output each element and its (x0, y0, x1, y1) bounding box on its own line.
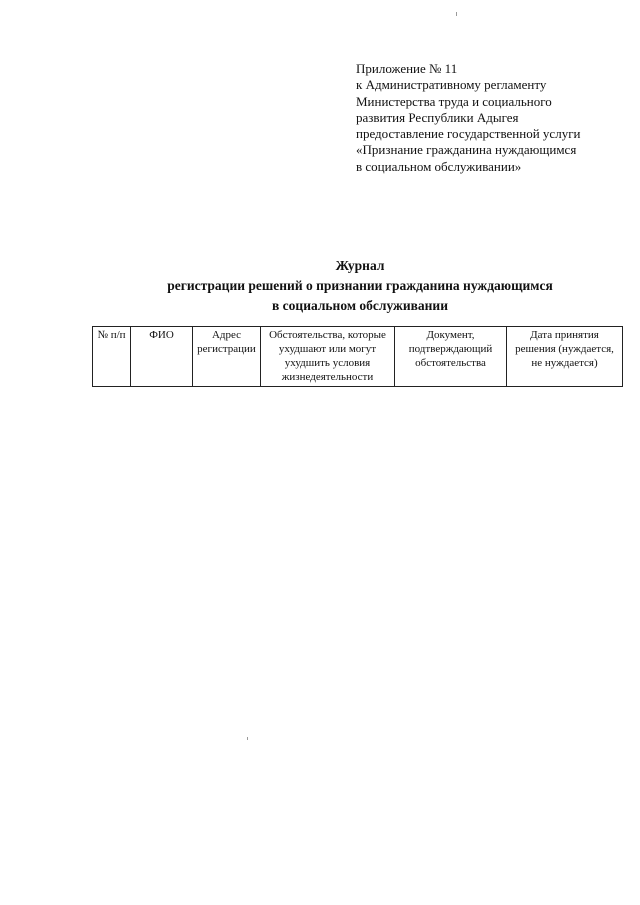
title-line-1: регистрации решений о признании гражданина нуждающимся (167, 278, 553, 293)
scan-speck (456, 12, 457, 16)
appendix-line: к Административному регламенту (356, 77, 547, 93)
scan-speck (247, 737, 248, 740)
col-header-circumstances: Обстоятельства, которые ухудшают или могут ухудшить условия жизнедеятельности (261, 327, 395, 387)
appendix-line: в социальном обслуживании» (356, 158, 522, 174)
title-heading: Журнал (335, 258, 385, 273)
appendix-line: развития Республики Адыгея (356, 109, 519, 125)
col-header-number: № п/п (93, 327, 131, 387)
journal-table (92, 326, 623, 387)
appendix-line: «Признание гражданина нуждающимся (356, 142, 577, 158)
col-header-name: ФИО (131, 327, 193, 387)
appendix-line: предоставление государственной услуги (356, 126, 581, 142)
col-header-decision-date: Дата принятия решения (нуждается, не нуждается) (507, 327, 623, 387)
document-title (100, 256, 620, 316)
appendix-line: Приложение № 11 (356, 61, 458, 76)
col-header-document: Документ, подтверждающий обстоятельства (395, 327, 507, 387)
table-header-row (93, 327, 623, 387)
appendix-block (356, 61, 626, 175)
appendix-line: Министерства труда и социального (356, 93, 552, 109)
title-line-2: в социальном обслуживании (272, 298, 448, 313)
col-header-address: Адрес регистрации (193, 327, 261, 387)
